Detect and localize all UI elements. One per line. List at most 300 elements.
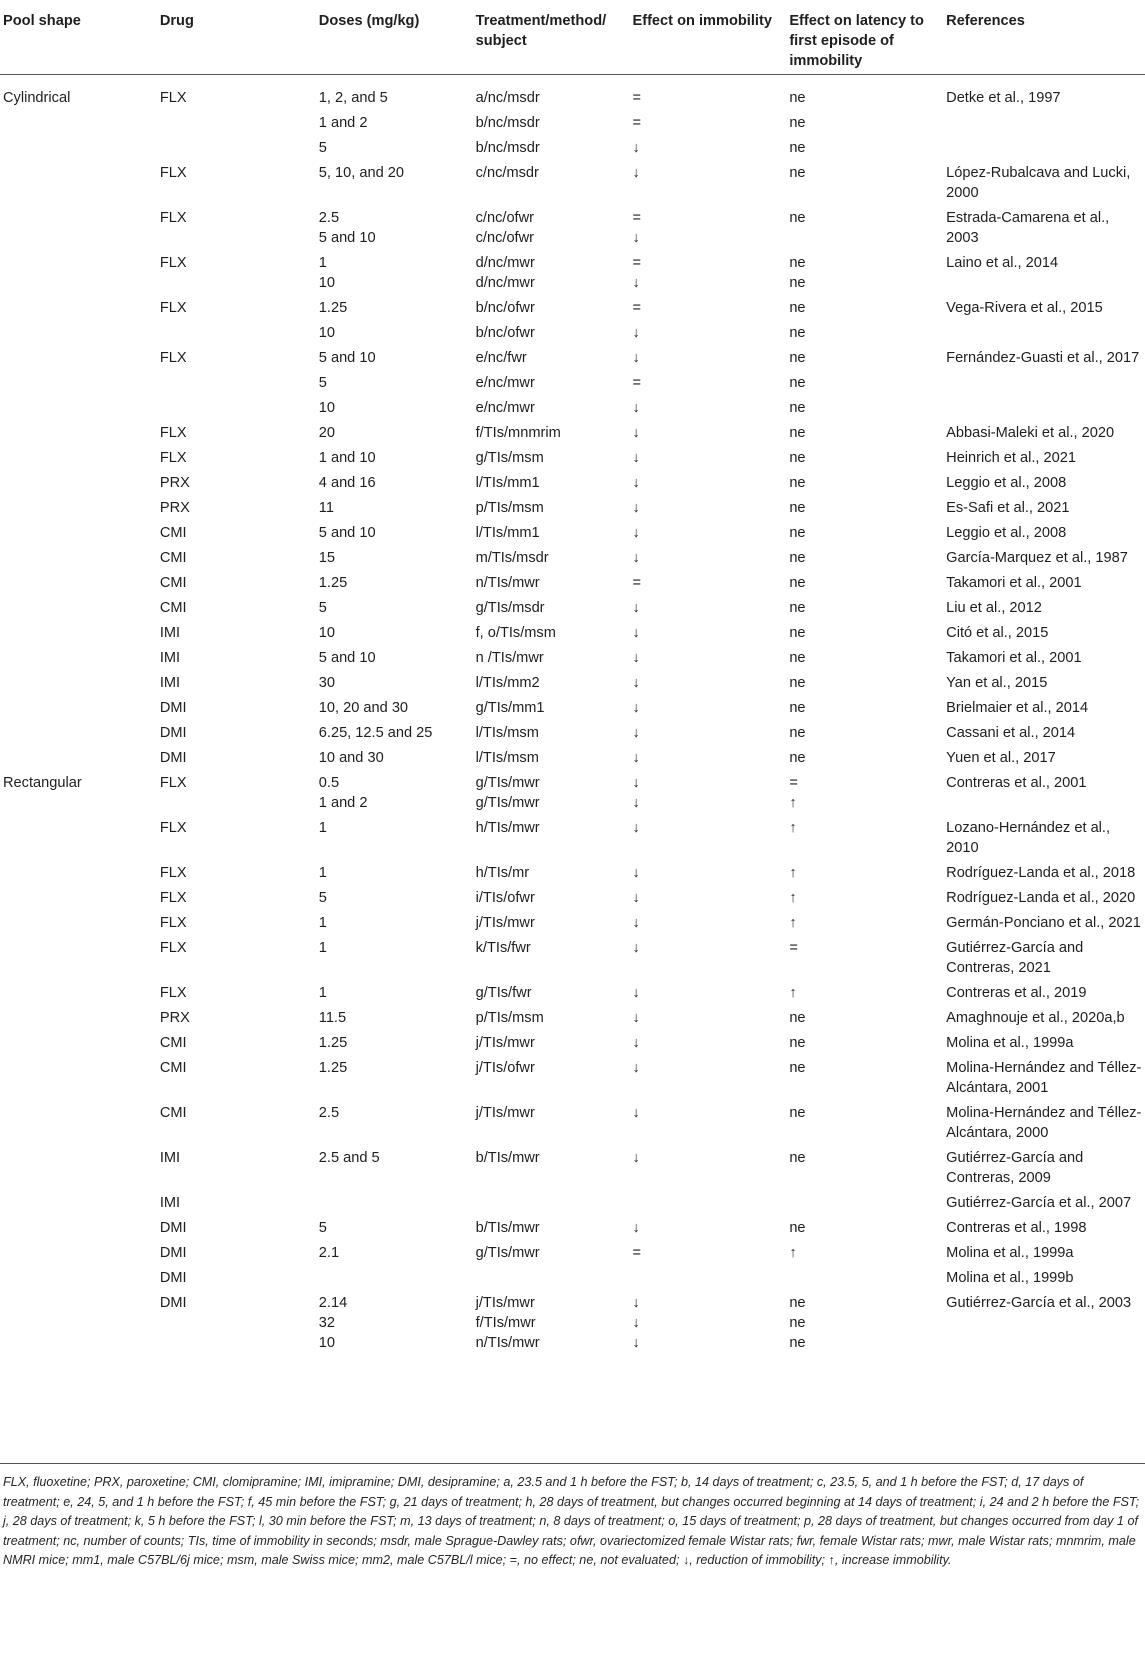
doses-cell-text: 5 and 10 — [318, 525, 376, 541]
treatment-cell — [473, 295, 630, 320]
doses-cell-text: 20 — [318, 425, 336, 441]
effect-immobility-cell — [629, 75, 786, 111]
header-effect-immobility: Effect on immobility — [629, 0, 786, 75]
effect-latency-cell — [786, 1005, 943, 1030]
doses-cell-text: 1.25 — [318, 575, 348, 591]
table-row — [0, 670, 1145, 695]
treatment-cell — [473, 595, 630, 620]
treatment-cell — [473, 470, 630, 495]
table-row — [0, 1005, 1145, 1030]
drug-cell-text: PRX — [159, 475, 190, 491]
effect-immobility-cell-text: ↓ — [632, 675, 640, 691]
effect-latency-cell-text: ne — [789, 425, 806, 441]
table-row — [0, 1100, 1145, 1145]
drug-cell-text: CMI — [159, 1035, 187, 1051]
table-bottom-rule — [0, 1463, 1145, 1464]
effect-immobility-cell-text: ↓ — [632, 725, 640, 741]
table-body — [0, 75, 1145, 1356]
effect-latency-cell-text: ne — [789, 140, 806, 156]
effect-immobility-cell — [629, 745, 786, 770]
effect-latency-cell-text: ne — [789, 700, 806, 716]
effect-latency-cell — [786, 1265, 943, 1290]
drug-cell-text: CMI — [159, 1105, 187, 1121]
effect-latency-cell — [786, 595, 943, 620]
effect-latency-cell — [786, 295, 943, 320]
drug-cell — [157, 345, 316, 370]
effect-latency-cell — [786, 135, 943, 160]
doses-cell — [316, 860, 473, 885]
doses-cell — [316, 1290, 473, 1355]
table-row — [0, 395, 1145, 420]
effect-immobility-cell — [629, 885, 786, 910]
doses-cell-text: 1 — [318, 865, 327, 881]
drug-cell-text: IMI — [159, 1195, 181, 1211]
reference-cell — [943, 695, 1145, 720]
reference-cell — [943, 1240, 1145, 1265]
table-row — [0, 470, 1145, 495]
reference-cell-text: Takamori et al., 2001 — [946, 650, 1082, 666]
reference-cell — [943, 345, 1145, 370]
drug-cell — [157, 320, 316, 345]
treatment-cell-text: f, o/TIs/msm — [475, 625, 556, 641]
effect-immobility-cell — [629, 320, 786, 345]
pool-shape-cell — [0, 250, 157, 295]
table-row — [0, 815, 1145, 860]
pool-shape-cell — [0, 320, 157, 345]
reference-cell-text: Lozano-Hernández et al., 2010 — [946, 820, 1111, 856]
effect-latency-cell — [786, 770, 943, 815]
pool-shape-cell — [0, 205, 157, 250]
treatment-cell-text: d/nc/mwr d/nc/mwr — [475, 255, 535, 291]
reference-cell — [943, 250, 1145, 295]
doses-cell-text: 11 — [318, 500, 334, 516]
effect-immobility-cell-text: ↓ — [632, 425, 640, 441]
treatment-cell-text: l/TIs/msm — [475, 750, 539, 766]
effect-latency-cell — [786, 815, 943, 860]
reference-cell — [943, 980, 1145, 1005]
reference-cell — [943, 1290, 1145, 1355]
effect-latency-cell-text: ne — [789, 400, 806, 416]
effect-immobility-cell — [629, 1290, 786, 1355]
pool-shape-cell — [0, 1100, 157, 1145]
drug-cell — [157, 1240, 316, 1265]
drug-cell-text: FLX — [159, 425, 187, 441]
effect-latency-cell-text: ne — [789, 550, 806, 566]
reference-cell — [943, 1005, 1145, 1030]
doses-cell — [316, 620, 473, 645]
drug-cell — [157, 980, 316, 1005]
table-row — [0, 935, 1145, 980]
doses-cell — [316, 645, 473, 670]
reference-cell — [943, 320, 1145, 345]
effect-immobility-cell-text: = ↓ — [632, 210, 641, 246]
effect-latency-cell-text: ↑ — [789, 915, 797, 931]
treatment-cell-text: g/TIs/mwr g/TIs/mwr — [475, 775, 540, 811]
drug-cell-text: CMI — [159, 600, 187, 616]
treatment-cell — [473, 1290, 630, 1355]
effect-immobility-cell — [629, 295, 786, 320]
effect-latency-cell — [786, 910, 943, 935]
effect-immobility-cell-text: ↓ — [632, 650, 640, 666]
effect-latency-cell — [786, 545, 943, 570]
drug-cell-text: FLX — [159, 865, 187, 881]
drug-cell — [157, 295, 316, 320]
doses-cell — [316, 445, 473, 470]
reference-cell — [943, 395, 1145, 420]
effect-latency-cell — [786, 1100, 943, 1145]
treatment-cell-text: p/TIs/msm — [475, 1010, 544, 1026]
doses-cell-text: 5 and 10 — [318, 650, 376, 666]
drug-cell — [157, 1190, 316, 1215]
doses-cell — [316, 250, 473, 295]
doses-cell — [316, 160, 473, 205]
pool-shape-cell — [0, 570, 157, 595]
reference-cell — [943, 370, 1145, 395]
effect-latency-cell — [786, 620, 943, 645]
effect-immobility-cell-text: = — [632, 115, 641, 131]
reference-cell-text: Molina et al., 1999a — [946, 1245, 1074, 1261]
doses-cell — [316, 720, 473, 745]
reference-cell — [943, 470, 1145, 495]
effect-immobility-cell — [629, 910, 786, 935]
drug-cell — [157, 1055, 316, 1100]
pool-shape-cell — [0, 745, 157, 770]
table-row — [0, 695, 1145, 720]
reference-cell-text: Contreras et al., 2019 — [946, 985, 1087, 1001]
doses-cell — [316, 1240, 473, 1265]
drug-cell-text: CMI — [159, 1060, 187, 1076]
reference-cell — [943, 645, 1145, 670]
doses-cell — [316, 1100, 473, 1145]
effect-immobility-cell-text: ↓ — [632, 890, 640, 906]
treatment-cell — [473, 160, 630, 205]
effect-immobility-cell — [629, 1240, 786, 1265]
doses-cell — [316, 75, 473, 111]
doses-cell-text: 1.25 — [318, 300, 348, 316]
drug-cell-text: DMI — [159, 1245, 187, 1261]
doses-cell-text: 1 — [318, 940, 327, 956]
table-row — [0, 885, 1145, 910]
reference-cell-text: Yan et al., 2015 — [946, 675, 1048, 691]
treatment-cell — [473, 570, 630, 595]
effect-latency-cell-text: ne ne ne — [789, 1295, 806, 1351]
treatment-cell-text: b/nc/ofwr — [475, 300, 535, 316]
reference-cell-text: Gutiérrez-García and Contreras, 2021 — [946, 940, 1084, 976]
reference-cell — [943, 720, 1145, 745]
header-references: References — [943, 0, 1145, 75]
treatment-cell-text: g/TIs/msm — [475, 450, 544, 466]
effect-latency-cell — [786, 445, 943, 470]
reference-cell-text: Gutiérrez-García et al., 2007 — [946, 1195, 1132, 1211]
drug-cell — [157, 570, 316, 595]
effect-immobility-cell-text: ↓ — [632, 865, 640, 881]
reference-cell — [943, 620, 1145, 645]
reference-cell-text: Liu et al., 2012 — [946, 600, 1042, 616]
drug-cell-text: FLX — [159, 450, 187, 466]
doses-cell — [316, 1005, 473, 1030]
table-row — [0, 720, 1145, 745]
doses-cell-text: 15 — [318, 550, 336, 566]
effect-immobility-cell — [629, 395, 786, 420]
doses-cell — [316, 470, 473, 495]
effect-immobility-cell — [629, 205, 786, 250]
treatment-cell — [473, 1215, 630, 1240]
reference-cell — [943, 135, 1145, 160]
effect-latency-cell-text: ne — [789, 90, 806, 106]
effect-immobility-cell-text: ↓ — [632, 1060, 640, 1076]
table-row — [0, 75, 1145, 111]
treatment-cell — [473, 1265, 630, 1290]
drug-cell-text: CMI — [159, 575, 187, 591]
reference-cell — [943, 1215, 1145, 1240]
table-row — [0, 320, 1145, 345]
treatment-cell-text: b/nc/msdr — [475, 140, 540, 156]
treatment-cell — [473, 860, 630, 885]
effect-latency-cell-text: ne — [789, 300, 806, 316]
drug-cell-text: FLX — [159, 940, 187, 956]
drug-cell-text: CMI — [159, 525, 187, 541]
drug-cell — [157, 370, 316, 395]
effect-immobility-cell-text: ↓ — [632, 820, 640, 836]
effect-latency-cell — [786, 1145, 943, 1190]
pool-shape-cell — [0, 815, 157, 860]
pool-shape-cell — [0, 1265, 157, 1290]
reference-cell-text: García-Marquez et al., 1987 — [946, 550, 1128, 566]
doses-cell-text: 10 — [318, 625, 336, 641]
treatment-cell-text: b/TIs/mwr — [475, 1220, 540, 1236]
effect-immobility-cell — [629, 160, 786, 205]
treatment-cell — [473, 370, 630, 395]
reference-cell-text: Yuen et al., 2017 — [946, 750, 1056, 766]
drug-cell-text: IMI — [159, 675, 181, 691]
header-pool-shape: Pool shape — [0, 0, 157, 75]
pool-shape-cell — [0, 770, 157, 815]
doses-cell-text: 2.5 — [318, 1105, 340, 1121]
treatment-cell — [473, 670, 630, 695]
effect-latency-cell-text: ne — [789, 600, 806, 616]
reference-cell — [943, 295, 1145, 320]
drug-cell-text: IMI — [159, 650, 181, 666]
treatment-cell — [473, 135, 630, 160]
effect-immobility-cell — [629, 595, 786, 620]
drug-cell-text: IMI — [159, 1150, 181, 1166]
effect-latency-cell — [786, 645, 943, 670]
table-row — [0, 345, 1145, 370]
pool-shape-cell — [0, 75, 157, 111]
table-row — [0, 980, 1145, 1005]
effect-immobility-cell — [629, 420, 786, 445]
doses-cell-text: 1, 2, and 5 — [318, 90, 388, 106]
effect-immobility-cell — [629, 1145, 786, 1190]
pool-shape-cell — [0, 1055, 157, 1100]
effect-latency-cell — [786, 670, 943, 695]
doses-cell-text: 5 — [318, 1220, 327, 1236]
drug-cell-text: DMI — [159, 725, 187, 741]
doses-cell-text: 1 10 — [318, 255, 336, 291]
effect-immobility-cell-text: ↓ — [632, 400, 640, 416]
reference-cell — [943, 860, 1145, 885]
header-treatment: Treatment/method/ subject — [473, 0, 630, 75]
effect-immobility-cell — [629, 520, 786, 545]
reference-cell-text: Germán-Ponciano et al., 2021 — [946, 915, 1141, 931]
drug-cell — [157, 160, 316, 205]
effect-latency-cell — [786, 720, 943, 745]
table-row — [0, 1030, 1145, 1055]
effect-immobility-cell — [629, 1215, 786, 1240]
treatment-cell — [473, 1005, 630, 1030]
reference-cell-text: Molina-Hernández and Téllez-Alcántara, 2000 — [946, 1105, 1142, 1141]
doses-cell — [316, 110, 473, 135]
doses-cell-text: 5 — [318, 600, 327, 616]
table-row — [0, 1190, 1145, 1215]
effect-latency-cell-text: ne — [789, 575, 806, 591]
effect-latency-cell-text: ne — [789, 165, 806, 181]
treatment-cell-text: l/TIs/msm — [475, 725, 539, 741]
doses-cell — [316, 520, 473, 545]
table-row — [0, 295, 1145, 320]
reference-cell-text: Amaghnouje et al., 2020a,b — [946, 1010, 1125, 1026]
drug-cell — [157, 470, 316, 495]
drug-cell — [157, 720, 316, 745]
doses-cell-text: 1 and 2 — [318, 115, 368, 131]
drug-cell — [157, 1030, 316, 1055]
effect-immobility-cell — [629, 545, 786, 570]
pool-shape-cell — [0, 1240, 157, 1265]
drug-cell — [157, 1005, 316, 1030]
table-row — [0, 495, 1145, 520]
table-row — [0, 370, 1145, 395]
treatment-cell — [473, 1240, 630, 1265]
effect-immobility-cell — [629, 1055, 786, 1100]
effect-latency-cell — [786, 205, 943, 250]
treatment-cell-text: n/TIs/mwr — [475, 575, 540, 591]
doses-cell-text: 5 — [318, 375, 327, 391]
reference-cell-text: Estrada-Camarena et al., 2003 — [946, 210, 1110, 246]
pool-shape-cell — [0, 595, 157, 620]
effect-immobility-cell-text: = ↓ — [632, 255, 641, 291]
reference-cell — [943, 445, 1145, 470]
drug-cell — [157, 860, 316, 885]
treatment-cell — [473, 395, 630, 420]
effect-immobility-cell — [629, 570, 786, 595]
pool-shape-cell — [0, 110, 157, 135]
effect-immobility-cell-text: ↓ — [632, 625, 640, 641]
treatment-cell — [473, 205, 630, 250]
reference-cell-text: Rodríguez-Landa et al., 2018 — [946, 865, 1136, 881]
effect-immobility-cell — [629, 620, 786, 645]
drug-cell-text: CMI — [159, 550, 187, 566]
pool-shape-cell — [0, 160, 157, 205]
pool-shape-cell — [0, 1190, 157, 1215]
treatment-cell — [473, 250, 630, 295]
table-row — [0, 860, 1145, 885]
reference-cell — [943, 935, 1145, 980]
effect-latency-cell-text: ne — [789, 210, 806, 226]
header-effect-latency: Effect on latency to first episode of immobility — [786, 0, 943, 75]
drug-cell-text: PRX — [159, 500, 190, 516]
table-row — [0, 1145, 1145, 1190]
drug-cell — [157, 745, 316, 770]
pool-shape-cell — [0, 470, 157, 495]
drug-cell-text: PRX — [159, 1010, 190, 1026]
reference-cell-text: Leggio et al., 2008 — [946, 475, 1067, 491]
effect-latency-cell — [786, 1190, 943, 1215]
drug-cell-text: IMI — [159, 625, 181, 641]
treatment-cell-text: e/nc/mwr — [475, 400, 535, 416]
drug-cell — [157, 250, 316, 295]
effect-immobility-cell — [629, 250, 786, 295]
drug-cell — [157, 935, 316, 980]
effect-latency-cell-text: ne — [789, 725, 806, 741]
reference-cell-text: Abbasi-Maleki et al., 2020 — [946, 425, 1115, 441]
doses-cell — [316, 815, 473, 860]
treatment-cell — [473, 1055, 630, 1100]
treatment-cell — [473, 770, 630, 815]
drug-cell — [157, 770, 316, 815]
reference-cell-text: Contreras et al., 2001 — [946, 775, 1087, 791]
table-row — [0, 420, 1145, 445]
doses-cell — [316, 1055, 473, 1100]
reference-cell — [943, 770, 1145, 815]
treatment-cell — [473, 885, 630, 910]
reference-cell-text: Es-Safi et al., 2021 — [946, 500, 1070, 516]
effect-latency-cell — [786, 745, 943, 770]
effect-immobility-cell — [629, 980, 786, 1005]
treatment-cell-text: j/TIs/mwr — [475, 1035, 535, 1051]
treatment-cell — [473, 695, 630, 720]
effect-immobility-cell-text: ↓ — [632, 165, 640, 181]
effect-latency-cell-text: ↑ — [789, 985, 797, 1001]
treatment-cell — [473, 1190, 630, 1215]
effect-latency-cell — [786, 570, 943, 595]
drug-cell — [157, 620, 316, 645]
drug-cell-text: DMI — [159, 750, 187, 766]
treatment-cell — [473, 420, 630, 445]
reference-cell-text: López-Rubalcava and Lucki, 2000 — [946, 165, 1131, 201]
effect-latency-cell-text: ↑ — [789, 820, 797, 836]
reference-cell — [943, 1190, 1145, 1215]
effect-immobility-cell-text: = — [632, 1245, 641, 1261]
drug-cell — [157, 885, 316, 910]
pool-shape-cell — [0, 135, 157, 160]
reference-cell — [943, 520, 1145, 545]
treatment-cell-text: p/TIs/msm — [475, 500, 544, 516]
effect-latency-cell-text: ne — [789, 450, 806, 466]
treatment-cell-text: e/nc/fwr — [475, 350, 527, 366]
effect-latency-cell-text: ne — [789, 350, 806, 366]
treatment-cell — [473, 520, 630, 545]
table-row — [0, 545, 1145, 570]
reference-cell — [943, 1100, 1145, 1145]
doses-cell-text: 5, 10, and 20 — [318, 165, 404, 181]
effect-latency-cell-text: ne — [789, 1035, 806, 1051]
doses-cell — [316, 570, 473, 595]
pool-shape-cell-text: Rectangular — [3, 775, 82, 791]
treatment-cell — [473, 445, 630, 470]
effect-latency-cell-text: ne — [789, 1150, 806, 1166]
treatment-cell — [473, 545, 630, 570]
header-drug: Drug — [157, 0, 316, 75]
effect-latency-cell — [786, 935, 943, 980]
doses-cell-text: 1 and 10 — [318, 450, 376, 466]
effect-immobility-cell-text: ↓ — [632, 1105, 640, 1121]
pool-shape-cell — [0, 670, 157, 695]
effect-immobility-cell — [629, 1030, 786, 1055]
doses-cell-text: 10 — [318, 325, 336, 341]
drug-cell — [157, 815, 316, 860]
effect-latency-cell — [786, 250, 943, 295]
effect-latency-cell-text: ne — [789, 625, 806, 641]
